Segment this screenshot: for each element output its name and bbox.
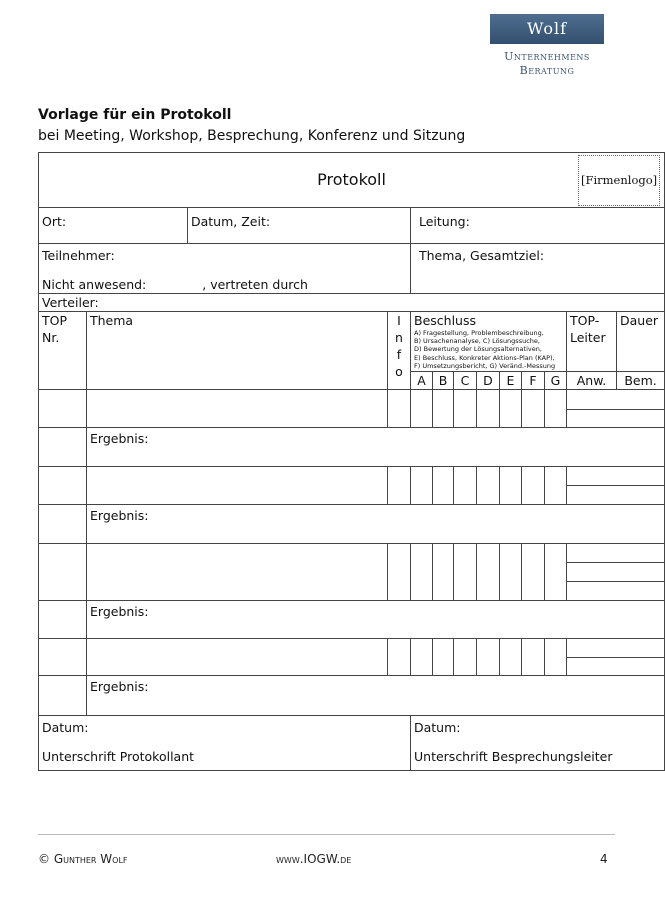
legend-line: A) Fragestellung, Problembeschreibung, — [414, 329, 544, 337]
col-top-leiter — [567, 312, 617, 372]
letter-e: E — [500, 372, 522, 390]
beschluss-d-cell[interactable] — [477, 390, 500, 428]
thema-cell[interactable] — [87, 390, 388, 428]
top-nr-cell[interactable] — [39, 639, 87, 676]
datum-label: Datum: — [42, 720, 89, 735]
page-number: 4 — [600, 852, 608, 866]
thema-cell[interactable] — [87, 544, 388, 601]
letter-f: F — [522, 372, 545, 390]
beschluss-c-cell[interactable] — [454, 639, 477, 676]
beschluss-e-cell[interactable] — [500, 544, 522, 601]
info-cell[interactable] — [388, 639, 411, 676]
beschluss-a-cell[interactable] — [411, 544, 433, 601]
protokollant-label: Unterschrift Protokollant — [42, 749, 195, 764]
extra-cell[interactable] — [567, 582, 665, 601]
beschluss-f-cell[interactable] — [522, 390, 545, 428]
col-nr-label: Nr. — [42, 330, 60, 345]
col-info — [388, 312, 411, 390]
col-dauer — [617, 312, 665, 372]
beschluss-a-cell[interactable] — [411, 467, 433, 505]
top-leiter-1: TOP- — [570, 313, 600, 328]
beschluss-g-cell[interactable] — [545, 544, 567, 601]
col-beschluss-label: Beschluss — [414, 313, 476, 328]
legend-line: F) Umsetzungsbericht, G) Veränd.-Messung — [414, 361, 556, 370]
ergebnis-label: Ergebnis: — [90, 679, 149, 694]
col-bem: Bem. — [617, 372, 665, 390]
verteiler-label: Verteiler: — [42, 295, 99, 310]
nicht-anwesend-label: Nicht anwesend: — [42, 277, 147, 292]
ort-label: Ort: — [42, 214, 67, 229]
vertreten-label: , vertreten durch — [202, 277, 308, 292]
col-anw: Anw. — [567, 372, 617, 390]
info-cell[interactable] — [388, 544, 411, 601]
info-cell[interactable] — [388, 467, 411, 505]
col-thema — [87, 312, 388, 390]
col-top-label: TOP — [42, 313, 68, 328]
beschluss-legend — [414, 329, 563, 370]
thema-ziel-field[interactable] — [411, 244, 665, 294]
beschluss-f-cell[interactable] — [522, 639, 545, 676]
ergebnis-cell[interactable] — [87, 601, 665, 639]
leitung-field[interactable] — [411, 208, 665, 244]
company-logo — [486, 14, 612, 94]
logo-line-1: Unternehmens — [504, 50, 590, 63]
top-nr-cell[interactable] — [39, 467, 87, 505]
col-beschluss — [411, 312, 567, 372]
letter-c: C — [454, 372, 477, 390]
info-n: n — [395, 330, 403, 345]
ergebnis-spacer — [39, 676, 87, 716]
ergebnis-label: Ergebnis: — [90, 604, 149, 619]
info-o: o — [395, 364, 403, 379]
thema-cell[interactable] — [87, 467, 388, 505]
signature-leiter[interactable] — [411, 716, 665, 771]
thema-cell[interactable] — [87, 639, 388, 676]
document-heading — [38, 105, 465, 147]
form-title-cell — [39, 153, 665, 208]
top-nr-cell[interactable] — [39, 544, 87, 601]
beschluss-b-cell[interactable] — [433, 390, 454, 428]
beschluss-d-cell[interactable] — [477, 639, 500, 676]
legend-line: B) Ursachenanalyse, C) Lösungssuche, — [414, 337, 540, 346]
thema-ziel-label: Thema, Gesamtziel: — [419, 248, 545, 263]
letter-a: A — [411, 372, 433, 390]
beschluss-g-cell[interactable] — [545, 639, 567, 676]
footer-divider — [38, 834, 615, 835]
beschluss-g-cell[interactable] — [545, 467, 567, 505]
top-leiter-2: Leiter — [570, 330, 606, 345]
info-i: I — [397, 313, 401, 328]
info-cell[interactable] — [388, 390, 411, 428]
letter-g: G — [545, 372, 567, 390]
leiter-label: Unterschrift Besprechungsleiter — [414, 749, 613, 764]
col-thema-label: Thema — [90, 313, 134, 328]
footer-website[interactable]: www.IOGW.de — [276, 852, 352, 866]
ergebnis-label: Ergebnis: — [90, 508, 149, 523]
logo-line-2: Beratung — [519, 64, 575, 77]
top-nr-cell[interactable] — [39, 390, 87, 428]
ort-field[interactable] — [39, 208, 188, 244]
legend-line: E) Beschluss, Konkreter Aktions-Plan (KAP), — [414, 353, 555, 362]
beschluss-c-cell[interactable] — [454, 390, 477, 428]
letter-d: D — [477, 372, 500, 390]
beschluss-f-cell[interactable] — [522, 467, 545, 505]
datum-zeit-field[interactable] — [188, 208, 411, 244]
teilnehmer-field[interactable] — [39, 244, 411, 294]
leitung-label: Leitung: — [419, 214, 470, 229]
datum-zeit-label: Datum, Zeit: — [191, 214, 271, 229]
ergebnis-spacer — [39, 428, 87, 467]
beschluss-c-cell[interactable] — [454, 544, 477, 601]
form-title: Protokoll — [317, 170, 386, 189]
info-f: f — [396, 347, 402, 362]
footer-copyright: © Gunther Wolf — [38, 852, 128, 866]
beschluss-e-cell[interactable] — [500, 390, 522, 428]
beschluss-f-cell[interactable] — [522, 544, 545, 601]
beschluss-e-cell[interactable] — [500, 467, 522, 505]
beschluss-a-cell[interactable] — [411, 390, 433, 428]
ergebnis-cell[interactable] — [87, 676, 665, 716]
ergebnis-cell[interactable] — [87, 505, 665, 544]
verteiler-field[interactable] — [39, 294, 665, 312]
bem-cell[interactable] — [567, 658, 665, 676]
beschluss-g-cell[interactable] — [545, 390, 567, 428]
letter-b: B — [433, 372, 454, 390]
teilnehmer-label: Teilnehmer: — [42, 248, 115, 263]
beschluss-b-cell[interactable] — [433, 467, 454, 505]
beschluss-a-cell[interactable] — [411, 639, 433, 676]
document-subtitle: bei Meeting, Workshop, Besprechung, Konferenz und Sitzung — [38, 128, 466, 144]
beschluss-e-cell[interactable] — [500, 639, 522, 676]
logo-wordmark: Wolf — [490, 14, 604, 44]
ergebnis-cell[interactable] — [87, 428, 665, 467]
ergebnis-label: Ergebnis: — [90, 431, 149, 446]
col-dauer-label: Dauer — [620, 313, 659, 328]
beschluss-d-cell[interactable] — [477, 544, 500, 601]
firmenlogo-placeholder: [Firmenlogo] — [578, 155, 660, 206]
beschluss-d-cell[interactable] — [477, 467, 500, 505]
beschluss-b-cell[interactable] — [433, 639, 454, 676]
signature-protokollant[interactable] — [39, 716, 411, 771]
document-title: Vorlage für ein Protokoll — [38, 107, 232, 123]
datum-label: Datum: — [414, 720, 461, 735]
anw-cell[interactable] — [567, 544, 665, 563]
bem-cell[interactable] — [567, 410, 665, 428]
anw-cell[interactable] — [567, 390, 665, 410]
bem-cell[interactable] — [567, 486, 665, 505]
beschluss-c-cell[interactable] — [454, 467, 477, 505]
col-top-nr — [39, 312, 87, 390]
bem-cell[interactable] — [567, 563, 665, 582]
ergebnis-spacer — [39, 505, 87, 544]
ergebnis-spacer — [39, 601, 87, 639]
protocol-form — [38, 152, 665, 771]
beschluss-b-cell[interactable] — [433, 544, 454, 601]
anw-cell[interactable] — [567, 467, 665, 486]
legend-line: D) Bewertung der Lösungsalternativen, — [414, 345, 542, 354]
anw-cell[interactable] — [567, 639, 665, 658]
